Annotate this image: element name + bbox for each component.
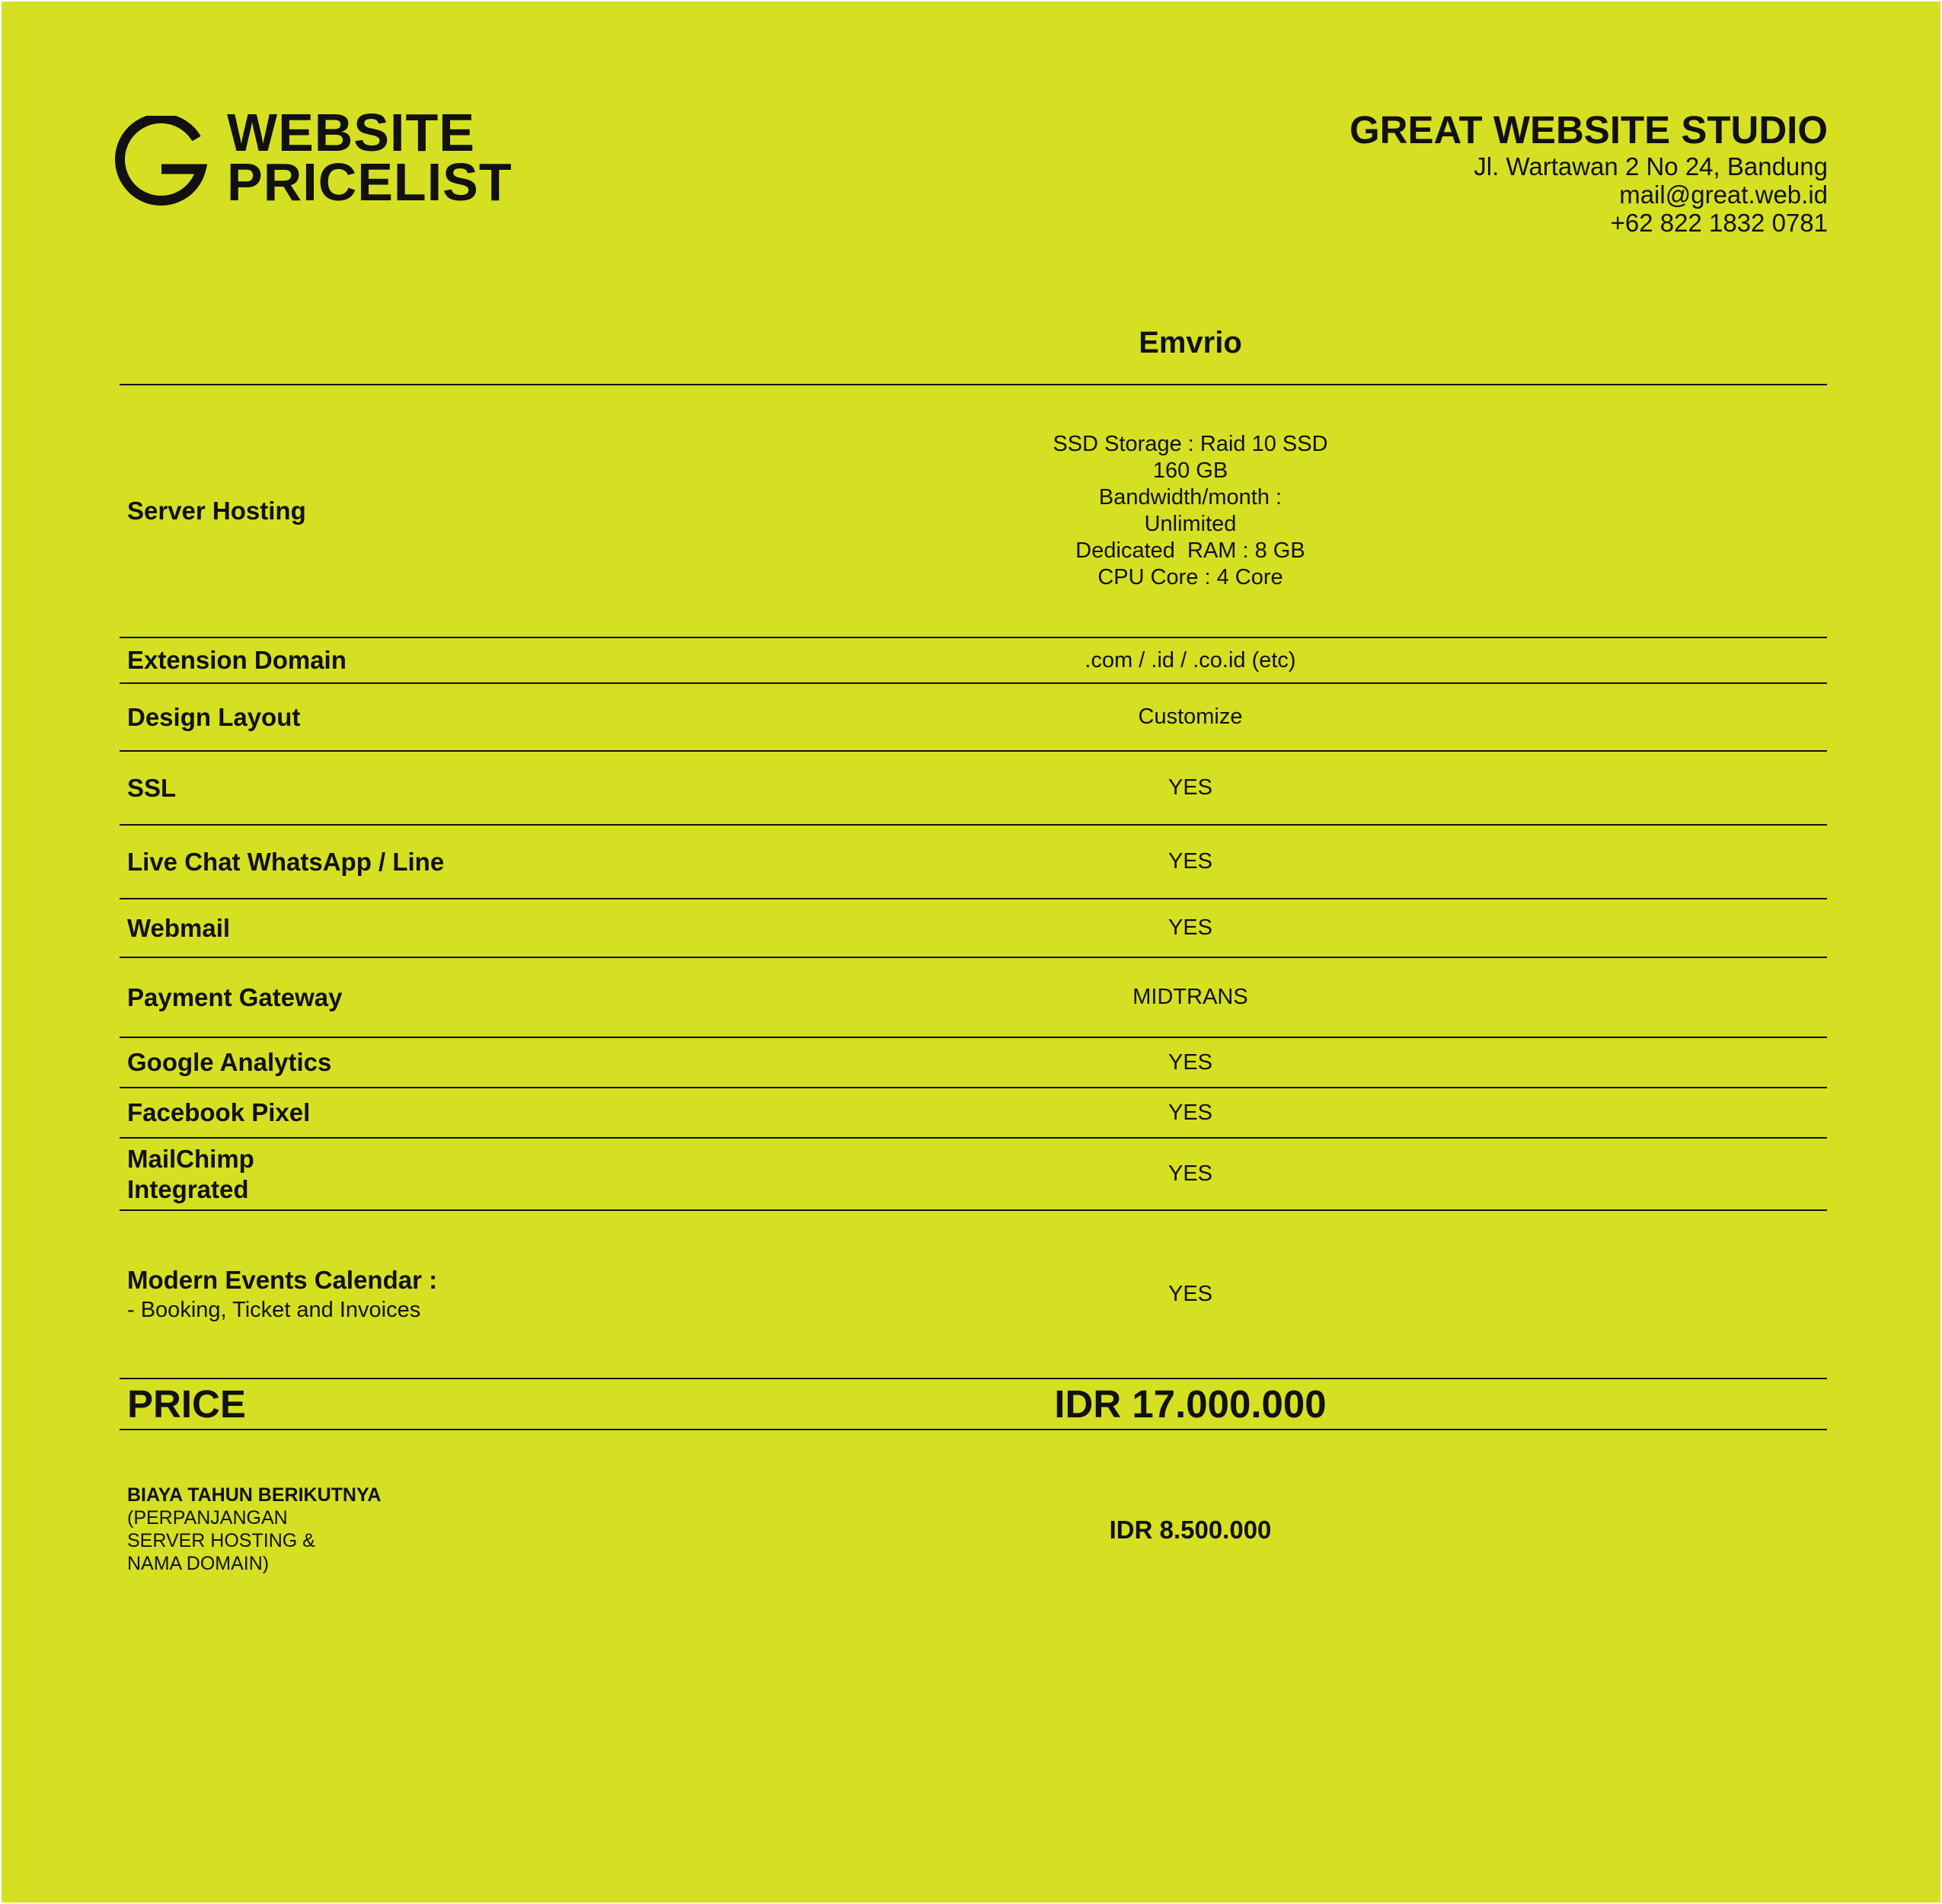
hosting-specs bbox=[1034, 385, 1346, 637]
g-logo-icon bbox=[114, 116, 209, 210]
row-price bbox=[120, 1379, 1827, 1429]
renewal-title: BIAYA TAHUN BERIKUTNYA bbox=[127, 1484, 382, 1506]
row-payment-gateway bbox=[120, 958, 1827, 1037]
spec-line: Dedicated RAM : 8 GB bbox=[1075, 538, 1305, 563]
label-main: Modern Events Calendar : bbox=[127, 1265, 438, 1294]
row-ssl bbox=[120, 752, 1827, 824]
label-line: Integrated bbox=[127, 1174, 249, 1203]
row-events-calendar bbox=[120, 1211, 1827, 1378]
row-value: YES bbox=[1167, 1049, 1213, 1075]
row-label: Server Hosting bbox=[127, 497, 306, 525]
row-label: Payment Gateway bbox=[127, 982, 343, 1011]
row-webmail bbox=[120, 899, 1827, 957]
renewal-label bbox=[127, 1430, 381, 1628]
row-label bbox=[127, 1211, 437, 1378]
spec-line: Bandwidth/month : bbox=[1098, 485, 1282, 510]
row-label: Extension Domain bbox=[127, 646, 347, 674]
row-value: YES bbox=[1167, 1282, 1213, 1306]
pricelist-page bbox=[2, 2, 1940, 1902]
company-info bbox=[1349, 108, 1828, 237]
document-title bbox=[227, 103, 513, 212]
pricelist-table bbox=[120, 384, 1827, 1628]
title-line-2: PRICELIST bbox=[227, 152, 513, 212]
row-value: YES bbox=[1167, 915, 1213, 940]
row-google-analytics bbox=[120, 1038, 1827, 1087]
spec-line: SSD Storage : Raid 10 SSD bbox=[1052, 432, 1328, 456]
row-value: .com / .id / .co.id (etc) bbox=[1084, 647, 1296, 672]
row-label bbox=[127, 1139, 254, 1209]
company-address: Jl. Wartawan 2 No 24, Bandung bbox=[1474, 152, 1828, 180]
renewal-note-line: NAMA DOMAIN) bbox=[127, 1553, 270, 1574]
row-design-layout bbox=[120, 684, 1827, 750]
row-label: Google Analytics bbox=[127, 1048, 332, 1076]
spec-line: CPU Core : 4 Core bbox=[1097, 565, 1283, 589]
row-label: Live Chat WhatsApp / Line bbox=[127, 847, 445, 876]
row-live-chat bbox=[120, 826, 1827, 898]
row-server-hosting bbox=[120, 385, 1827, 637]
row-label: SSL bbox=[127, 773, 177, 802]
row-value: YES bbox=[1167, 1100, 1213, 1125]
spec-line: Unlimited bbox=[1144, 512, 1237, 536]
row-renewal bbox=[120, 1430, 1827, 1628]
row-value: MIDTRANS bbox=[1132, 985, 1248, 1009]
company-phone: +62 822 1832 0781 bbox=[1610, 209, 1828, 237]
row-value: YES bbox=[1167, 775, 1213, 800]
label-sub: - Booking, Ticket and Invoices bbox=[127, 1297, 421, 1322]
row-value: Customize bbox=[1138, 704, 1243, 729]
row-label: Facebook Pixel bbox=[127, 1098, 311, 1126]
row-label: Webmail bbox=[127, 913, 231, 942]
row-mailchimp bbox=[120, 1139, 1827, 1209]
spec-line: 160 GB bbox=[1152, 458, 1228, 483]
label-line: MailChimp bbox=[127, 1144, 254, 1173]
title-line-1: WEBSITE bbox=[227, 103, 475, 162]
plan-name: Emvrio bbox=[1139, 326, 1242, 359]
company-email: mail@great.web.id bbox=[1619, 180, 1828, 209]
price-value: IDR 17.000.000 bbox=[1054, 1382, 1327, 1426]
row-facebook-pixel bbox=[120, 1088, 1827, 1137]
renewal-value: IDR 8.500.000 bbox=[1109, 1515, 1272, 1544]
row-value: YES bbox=[1167, 1161, 1213, 1186]
renewal-note-line: (PERPANJANGAN bbox=[127, 1507, 288, 1529]
renewal-note-line: SERVER HOSTING & bbox=[127, 1530, 315, 1551]
row-extension-domain bbox=[120, 638, 1827, 682]
row-label: Design Layout bbox=[127, 702, 301, 731]
price-label: PRICE bbox=[127, 1382, 246, 1426]
row-value: YES bbox=[1167, 849, 1213, 874]
company-name: GREAT WEBSITE STUDIO bbox=[1349, 108, 1828, 152]
